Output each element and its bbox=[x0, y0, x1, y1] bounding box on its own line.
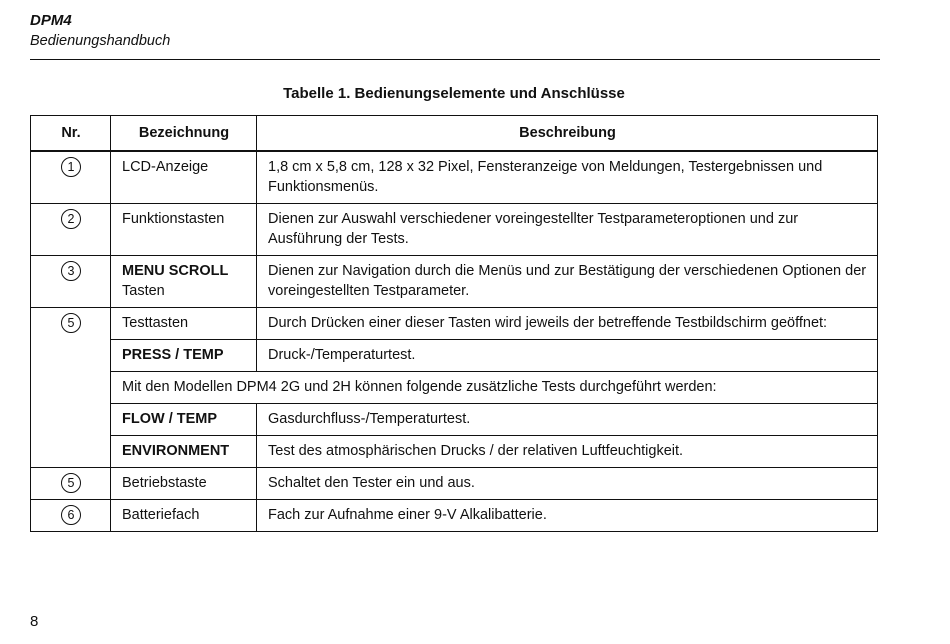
nr-cell bbox=[31, 307, 111, 467]
table-row-testtasten bbox=[31, 307, 878, 339]
beschreibung-cell: Fach zur Aufnahme einer 9-V Alkalibatterie. bbox=[257, 499, 878, 531]
beschreibung-cell: Dienen zur Navigation durch die Menüs und zur Bestätigung der verschiedenen Optionen der voreingestellten Testparameter. bbox=[257, 255, 878, 307]
controls-table bbox=[30, 115, 878, 533]
table-row-presstemp bbox=[31, 339, 878, 371]
bezeichnung-cell: Funktionstasten bbox=[111, 203, 257, 255]
column-header-beschreibung: Beschreibung bbox=[257, 115, 878, 151]
table-caption: Tabelle 1. Bedienungselemente und Anschlüsse bbox=[283, 84, 625, 102]
bezeichnung-cell: LCD-Anzeige bbox=[111, 151, 257, 204]
table-row-lcd bbox=[31, 151, 878, 204]
beschreibung-cell: Schaltet den Tester ein und aus. bbox=[257, 467, 878, 499]
table-row-flowtemp bbox=[31, 403, 878, 435]
circled-number: 5 bbox=[61, 313, 81, 333]
table-row-environment bbox=[31, 435, 878, 467]
bezeichnung-bold-line: MENU SCROLL bbox=[122, 262, 229, 279]
column-header-nr: Nr. bbox=[31, 115, 111, 151]
bezeichnung-cell bbox=[111, 255, 257, 307]
table-row-betriebstaste bbox=[31, 467, 878, 499]
beschreibung-cell: Gasdurchfluss-/Temperaturtest. bbox=[257, 403, 878, 435]
beschreibung-cell: Test des atmosphärischen Drucks / der relativen Luftfeuchtigkeit. bbox=[257, 435, 878, 467]
circled-number: 2 bbox=[61, 209, 81, 229]
bezeichnung-second-line: Tasten bbox=[122, 282, 165, 299]
table-row-menuscroll bbox=[31, 255, 878, 307]
circled-number: 6 bbox=[61, 505, 81, 525]
bezeichnung-cell: FLOW / TEMP bbox=[111, 403, 257, 435]
bezeichnung-cell: Batteriefach bbox=[111, 499, 257, 531]
nr-cell bbox=[31, 499, 111, 531]
header-rule bbox=[30, 59, 880, 60]
nr-cell bbox=[31, 467, 111, 499]
beschreibung-cell: Druck-/Temperaturtest. bbox=[257, 339, 878, 371]
bezeichnung-cell: Betriebstaste bbox=[111, 467, 257, 499]
document-title: DPM4 bbox=[30, 12, 72, 29]
bezeichnung-cell: Testtasten bbox=[111, 307, 257, 339]
nr-cell bbox=[31, 203, 111, 255]
table-row-modelle-note bbox=[31, 371, 878, 403]
page-number: 8 bbox=[30, 613, 39, 630]
table-row-batteriefach bbox=[31, 499, 878, 531]
table-header-row bbox=[31, 115, 878, 151]
table-row-funktionstasten bbox=[31, 203, 878, 255]
nr-cell bbox=[31, 151, 111, 204]
document-subtitle: Bedienungshandbuch bbox=[30, 32, 171, 49]
circled-number: 5 bbox=[61, 473, 81, 493]
beschreibung-cell: Dienen zur Auswahl verschiedener voreingestellter Testparameteroptionen und zur Ausführung der Tests. bbox=[257, 203, 878, 255]
beschreibung-cell: Durch Drücken einer dieser Tasten wird jeweils der betreffende Testbildschirm geöffnet: bbox=[257, 307, 878, 339]
nr-cell bbox=[31, 255, 111, 307]
spanning-note-cell: Mit den Modellen DPM4 2G und 2H können folgende zusätzliche Tests durchgeführt werden: bbox=[111, 371, 878, 403]
bezeichnung-cell: ENVIRONMENT bbox=[111, 435, 257, 467]
circled-number: 3 bbox=[61, 261, 81, 281]
column-header-bezeichnung: Bezeichnung bbox=[111, 115, 257, 151]
beschreibung-cell: 1,8 cm x 5,8 cm, 128 x 32 Pixel, Fensteranzeige von Meldungen, Testergebnissen und Funktionsmenüs. bbox=[257, 151, 878, 204]
bezeichnung-cell: PRESS / TEMP bbox=[111, 339, 257, 371]
running-header bbox=[30, 10, 920, 60]
circled-number: 1 bbox=[61, 157, 81, 177]
